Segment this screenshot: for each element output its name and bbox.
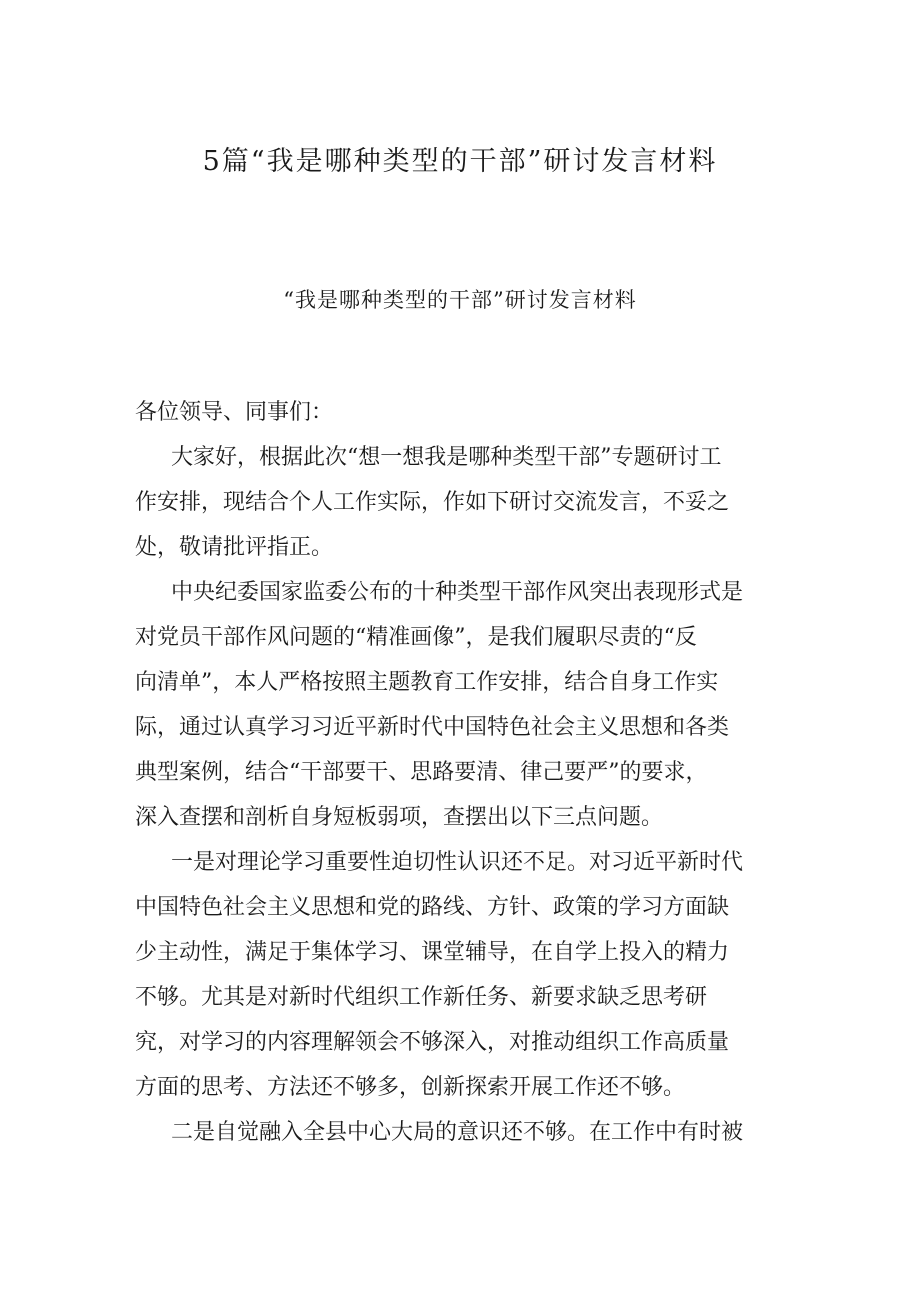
sub-title: “我是哪种类型的干部”研讨发言材料 — [283, 288, 637, 312]
paragraph-2-line-5: 典型案例，结合“干部要干、思路要清、律己要严”的要求， — [135, 760, 708, 785]
paragraph-1-line-3: 处，敬请批评指正。 — [135, 535, 334, 560]
paragraph-3-line-1: 一是对理论学习重要性迫切性认识还不足。对习近平新时代 — [171, 850, 744, 875]
paragraph-2-line-1: 中央纪委国家监委公布的十种类型干部作风突出表现形式是 — [171, 580, 744, 605]
paragraph-3-line-6: 方面的思考、方法还不够多，创新探索开展工作还不够。 — [135, 1075, 686, 1100]
paragraph-3-line-5: 究，对学习的内容理解领会不够深入，对推动组织工作高质量 — [135, 1030, 730, 1055]
paragraph-3-line-2: 中国特色社会主义思想和党的路线、方针、政策的学习方面缺 — [135, 895, 730, 920]
paragraph-3-line-3: 少主动性，满足于集体学习、课堂辅导，在自学上投入的精力 — [135, 940, 730, 965]
paragraph-2-line-4: 际，通过认真学习习近平新时代中国特色社会主义思想和各类 — [135, 715, 730, 740]
paragraph-2-line-6: 深入查摆和剖析自身短板弱项，查摆出以下三点问题。 — [135, 805, 664, 830]
paragraph-1-line-2: 作安排，现结合个人工作实际，作如下研讨交流发言，不妥之 — [135, 490, 730, 515]
paragraph-2-line-2: 对党员干部作风问题的“精准画像”，是我们履职尽责的“反 — [135, 625, 697, 650]
document-body — [135, 390, 795, 1155]
main-title: 5篇“我是哪种类型的干部”研讨发言材料 — [202, 146, 718, 177]
paragraph-1-line-1: 大家好，根据此次“想一想我是哪种类型干部”专题研讨工 — [171, 445, 722, 470]
paragraph-3-line-4: 不够。尤其是对新时代组织工作新任务、新要求缺乏思考研 — [135, 985, 708, 1010]
paragraph-4-line-1: 二是自觉融入全县中心大局的意识还不够。在工作中有时被 — [171, 1120, 744, 1145]
salutation: 各位领导、同事们： — [135, 400, 334, 425]
paragraph-2-line-3: 向清单”，本人严格按照主题教育工作安排，结合自身工作实 — [135, 670, 719, 695]
